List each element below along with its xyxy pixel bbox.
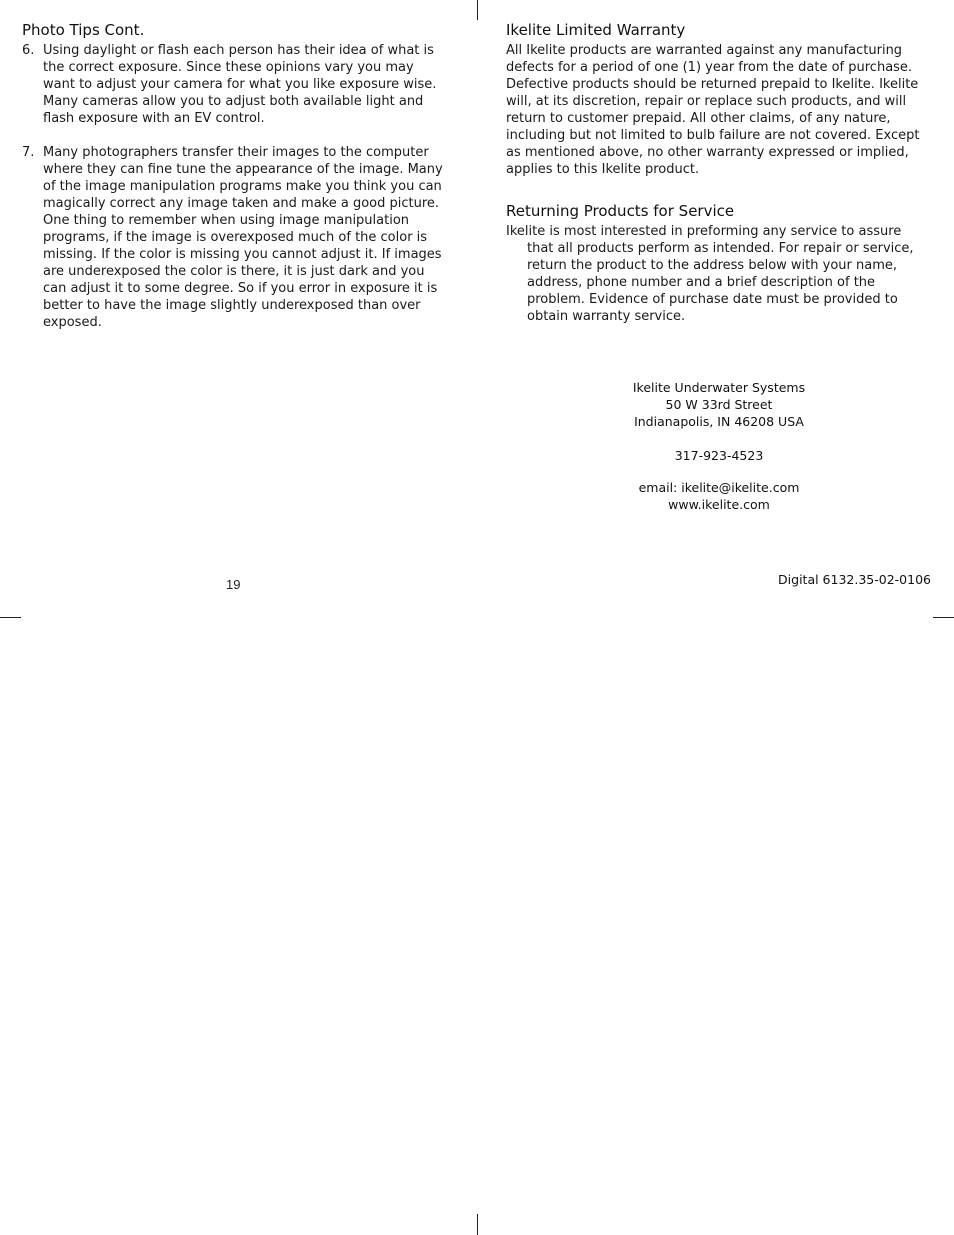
photo-tips-list [22, 42, 448, 331]
street-address: 50 W 33rd Street [665, 397, 773, 412]
tip-text: Using daylight or flash each person has their idea of what is the correct exposure. Since these opinions vary you may want to adjust your camera for what you like exposure wise. Many cameras allow you to adjust both available light and flash exposure with an EV control. [43, 43, 437, 126]
company-name: Ikelite Underwater Systems [632, 380, 806, 395]
tip-text: Many photographers transfer their images to the computer where they can fine tune the appearance of the image. Many of the image manipulation programs make you think you can magically correct any image taken and make a good picture. One thing to remember when using image manipulation programs, if the image is overexposed much of the color is missing. If the color is missing you cannot adjust it. If images are underexposed the color is there, it is just dark and you can adjust it to some degree. So if you error in exposure it is better to have the image slightly underexposed than over exposed. [43, 145, 443, 330]
trim-mark-left [0, 617, 21, 618]
photo-tips-section [22, 20, 448, 331]
photo-tips-heading: Photo Tips Cont. [22, 21, 145, 39]
contact-address-block [600, 379, 838, 513]
returning-heading: Returning Products for Service [506, 202, 735, 220]
trim-mark-right [933, 617, 954, 618]
fold-mark-top [477, 0, 478, 20]
website-url: www.ikelite.com [668, 497, 770, 512]
document-number: Digital 6132.35-02-0106 [778, 572, 931, 587]
warranty-text: All Ikelite products are warranted against any manufacturing defects for a period of one (1) year from the date of purchase. Defective products should be returned prepaid to Ikelite. Ikelite will, at its discretion, repair or replace such products, and will return to customer prepaid. All other claims, of any nature, including but not limited to bulb failure are not covered. Except as mentioned above, no other warranty expressed or implied, applies to this Ikelite product. [506, 43, 920, 177]
phone-number: 317-923-4523 [674, 448, 764, 463]
tip-item-6 [22, 42, 448, 127]
email-address: email: ikelite@ikelite.com [638, 480, 800, 495]
city-state-zip: Indianapolis, IN 46208 USA [634, 414, 804, 429]
tip-number: 6. [22, 43, 35, 58]
fold-mark-bottom [477, 1214, 478, 1235]
warranty-heading: Ikelite Limited Warranty [506, 21, 686, 39]
returning-text: Ikelite is most interested in preforming any service to assure that all products perform as intended. For repair or service, return the product to the address below with your name, address, phone number and a brief description of the problem. Evidence of purchase date must be provided to obtain warranty service. [506, 224, 914, 324]
tip-item-7 [22, 144, 448, 331]
page-number: 19 [226, 577, 241, 592]
tip-number: 7. [22, 145, 35, 160]
warranty-section [506, 20, 930, 325]
